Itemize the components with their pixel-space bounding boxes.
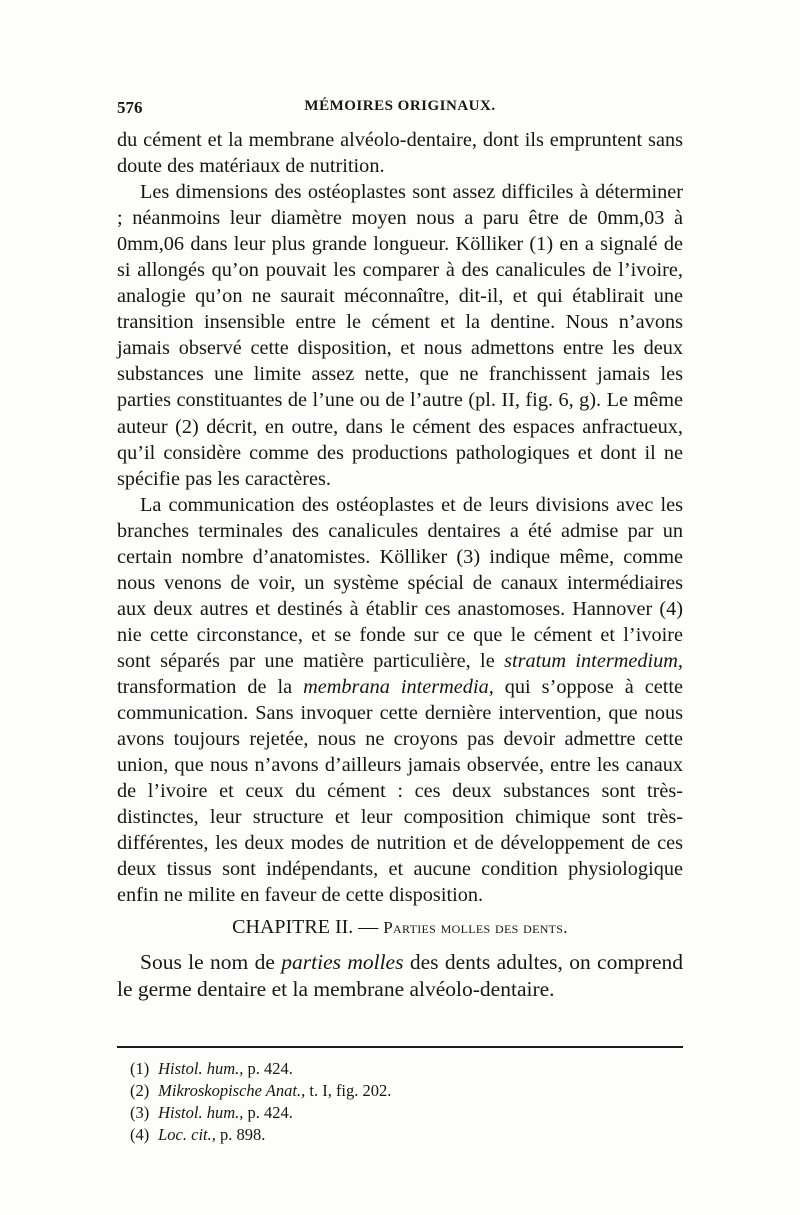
- page-number: 576: [117, 98, 143, 117]
- footnote-work: Mikroskopische Anat.,: [158, 1081, 306, 1100]
- footnote-ref: p. 424.: [243, 1059, 293, 1078]
- paragraph-text: des dents adultes, on comprend le germe dentaire et la membrane alvéolo-dentaire.: [117, 950, 684, 1002]
- footnote: [130, 1080, 670, 1102]
- chapter-title: Parties molles des dents.: [383, 918, 568, 938]
- footnote-rule: [117, 1046, 683, 1048]
- footnote-ref: p. 898.: [215, 1125, 266, 1144]
- paragraph-continuation: du cément et la membrane alvéolo-dentaire, dont ils empruntent sans doute des matériaux de nutrition.: [117, 129, 683, 178]
- footnote-number: (4): [130, 1125, 150, 1144]
- paragraph-text: Sous le nom de: [140, 950, 282, 975]
- body-text: [117, 127, 683, 1003]
- footnote-work: Loc. cit.,: [158, 1125, 216, 1144]
- latin-term-membrana: membrana intermedia,: [303, 675, 494, 698]
- footnote-number: (3): [130, 1103, 150, 1122]
- term-parties-molles: parties molles: [281, 950, 404, 975]
- footnote: [130, 1058, 670, 1080]
- paragraph-text: La communication des ostéoplastes et de leurs divisions avec les branches terminales des canalicules dentaires a été admise par un certain nombre d’anatomistes. Kölliker (3) indique même, comme nous venons de voir, un système spécial de canaux intermédiaires aux deux autres et destinés à établir ces anastomoses. Hannover (4) nie cette circonstance, et se fonde sur ce que le cément et l’ivoire sont séparés par une matière particulière, le: [117, 493, 683, 672]
- paragraph-communication: [117, 492, 683, 909]
- footnote-ref: p. 424.: [243, 1103, 293, 1122]
- footnote: [130, 1124, 670, 1146]
- paragraph-text: qui s’oppose à cette communication. Sans invoquer cette dernière intervention, que nous avons toujours rejetée, nous ne croyons pas devoir admettre cette union, que nous n’avons d’ailleurs jamais observée, entre les canaux de l’ivoire et ceux du cément : ces deux substances sont très-distinctes, leur structure et leur composition chimique sont très-différentes, les deux modes de nutrition et de développement de ces deux tissus sont indépendants, et aucune condition physiologique enfin ne milite en faveur de cette disposition.: [117, 675, 684, 907]
- running-title: MÉMOIRES ORIGINAUX.: [304, 98, 496, 114]
- chapter-number: CHAPITRE II. —: [232, 916, 379, 939]
- footnote-ref: t. I, fig. 202.: [305, 1081, 392, 1100]
- paragraph-osteoplast-dimensions: Les dimensions des ostéoplastes sont assez difficiles à déterminer ; néanmoins leur diamètre moyen nous a paru être de 0mm,03 à 0mm,06 dans leur plus grande longueur. Kölliker (1) en a signalé de si allongés qu’on pouvait les comparer à des canalicules de l’ivoire, analogie qu’on ne saurait méconnaître, dit-il, et qui établirait une transition insensible entre le cément et la dentine. Nous n’avons jamais observé cette disposition, et nous admettons entre les deux substances une limite assez nette, que ne franchissent jamais les parties constituantes de l’une ou de l’autre (pl. II, fig. 6, g). Le même auteur (2) décrit, en outre, dans le cément des espaces anfractueux, qu’il considère comme des productions pathologiques et dont il ne spécifie pas les caractères.: [117, 181, 683, 490]
- footnote-work: Histol. hum.,: [158, 1103, 244, 1122]
- footnotes: [130, 1058, 670, 1146]
- paragraph-text: transformation de la: [117, 675, 304, 698]
- footnote: [130, 1102, 670, 1124]
- footnote-number: (2): [130, 1081, 150, 1100]
- latin-term-stratum: stratum intermedium,: [504, 649, 683, 672]
- paragraph-soft-parts: [117, 949, 683, 1003]
- footnote-work: Histol. hum.,: [158, 1059, 244, 1078]
- footnote-number: (1): [130, 1059, 150, 1078]
- running-head: [117, 98, 683, 122]
- chapter-heading: [117, 914, 683, 941]
